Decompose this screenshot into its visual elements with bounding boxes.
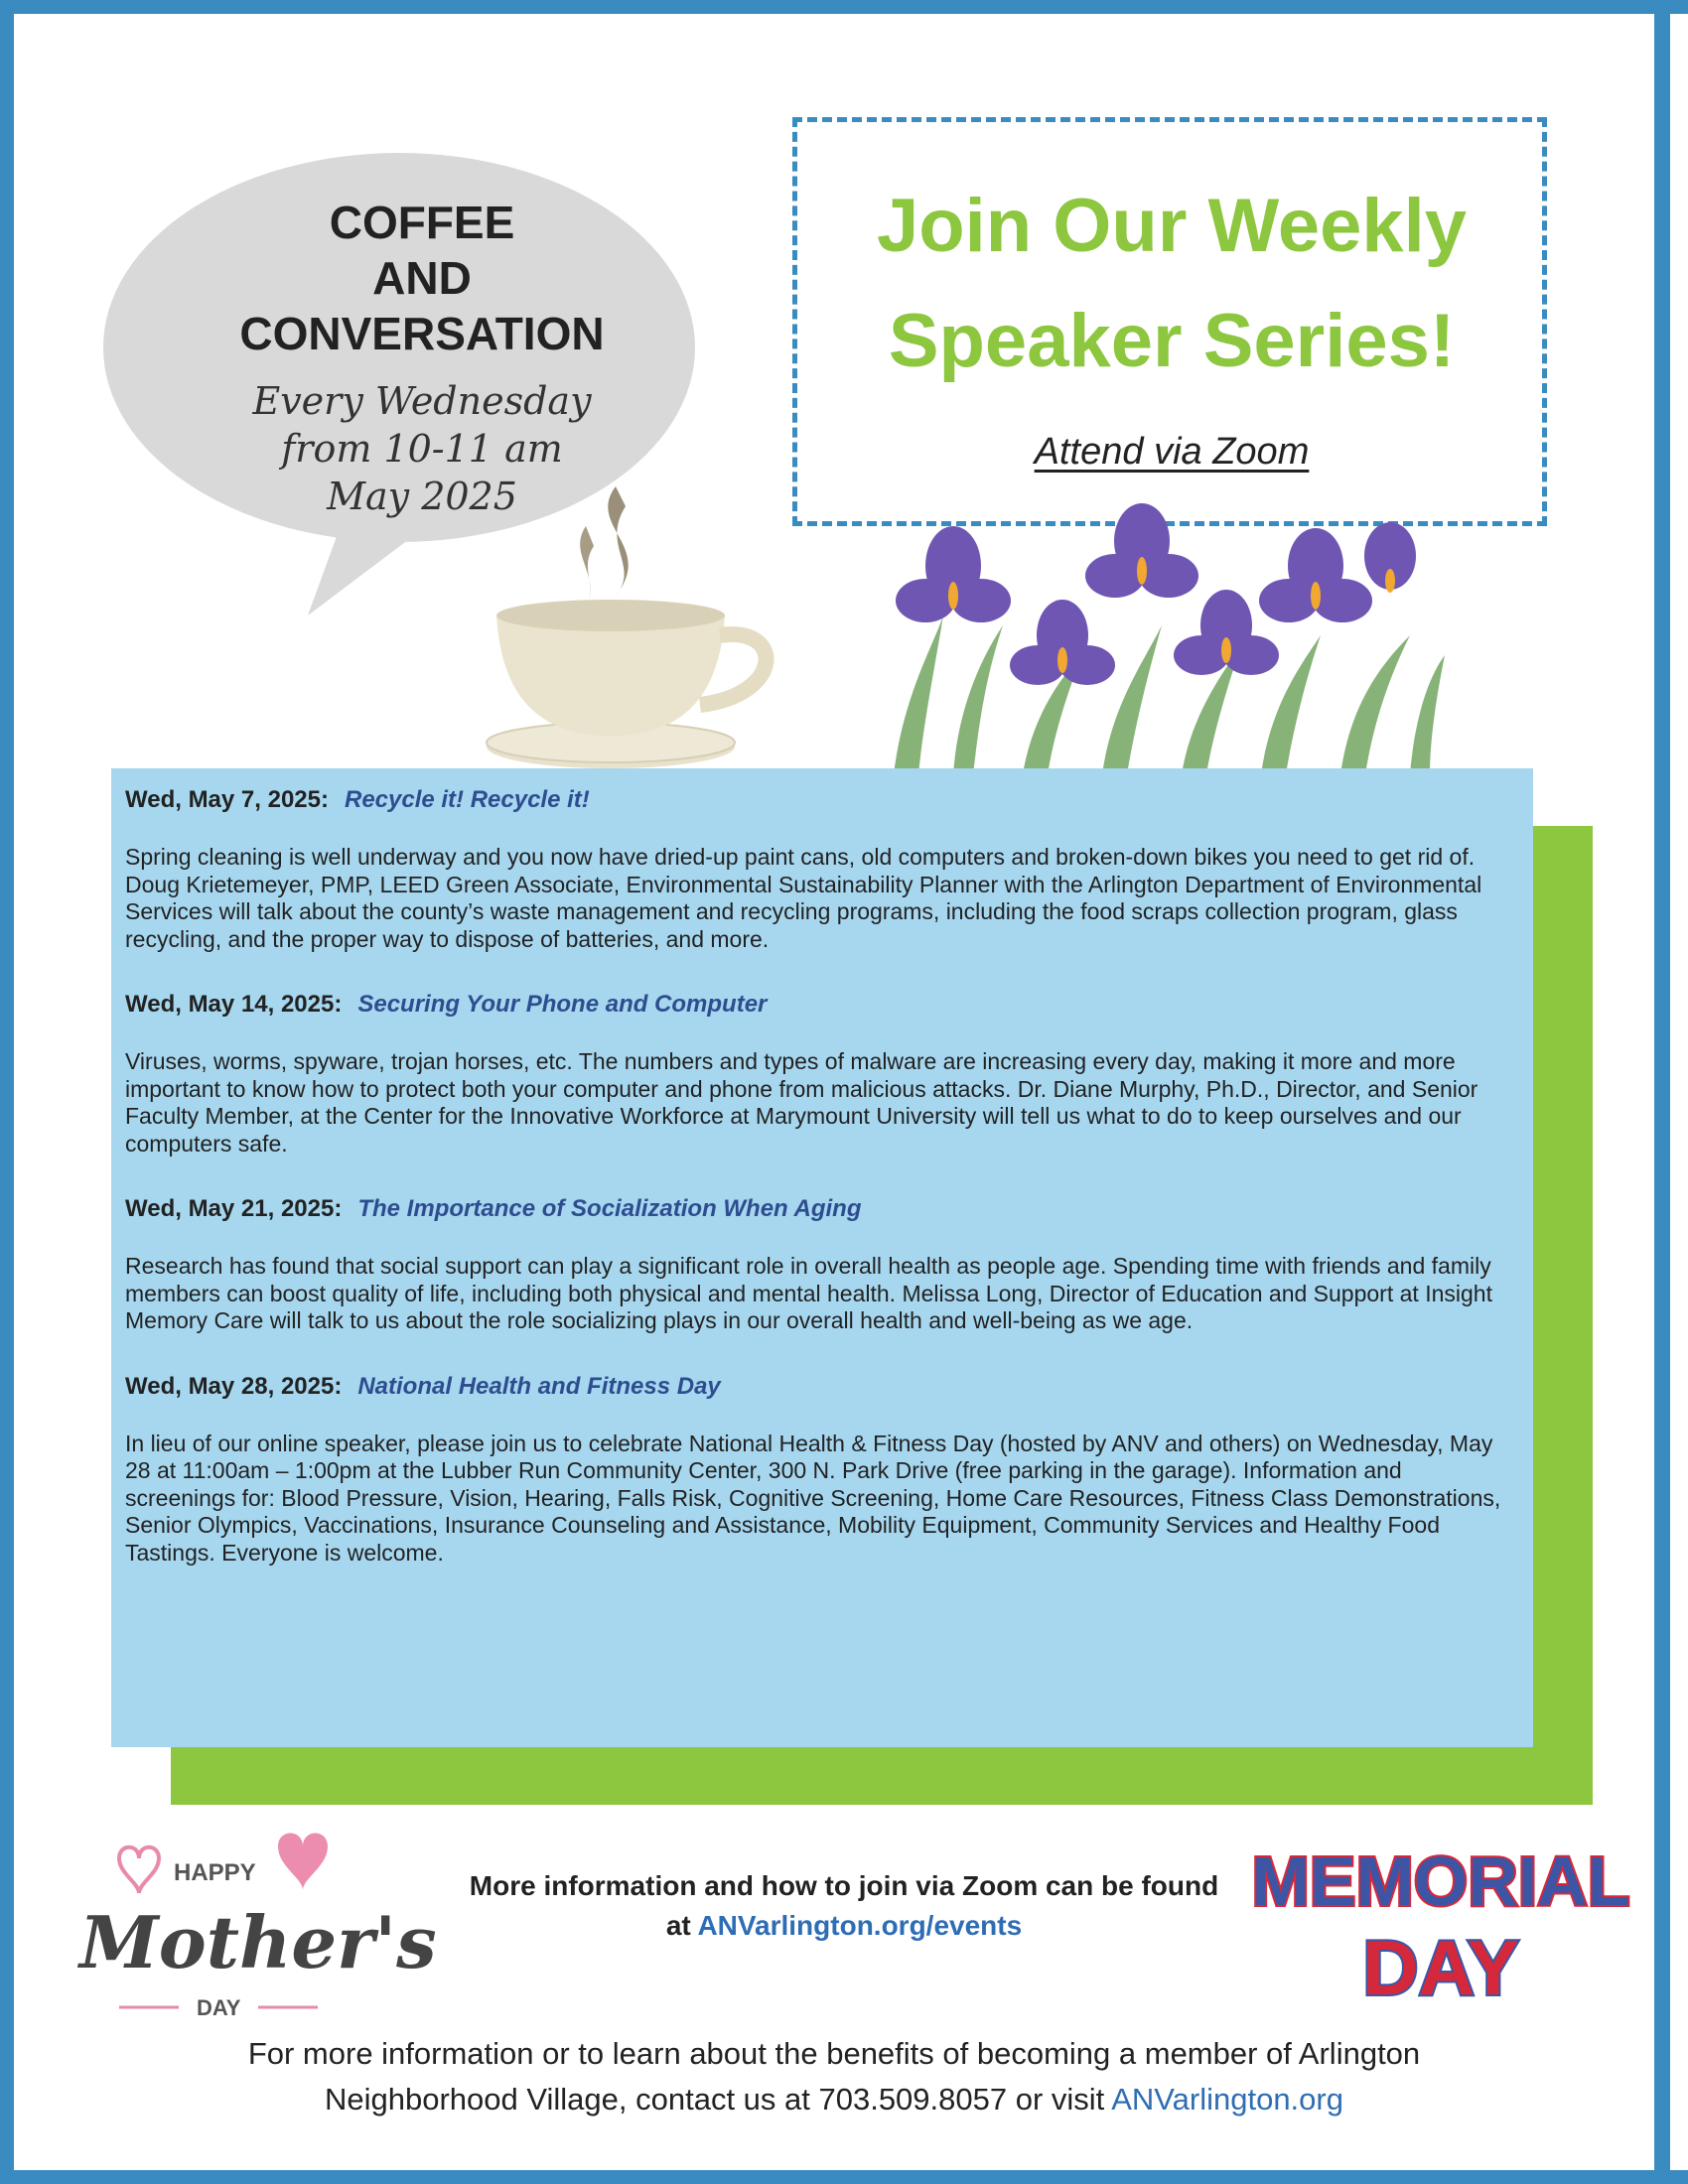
coffee-schedule-line: May 2025 — [327, 475, 517, 518]
mothers-day-logo — [60, 1819, 437, 2027]
event-item — [125, 1369, 1517, 1568]
event-header — [125, 782, 1517, 818]
footer-line: For more information or to learn about the benefits of becoming a member of Arlington — [247, 2036, 1421, 2071]
speaker-series-title-line: Speaker Series! — [888, 299, 1456, 383]
attend-via-zoom-text: Attend via Zoom — [1034, 431, 1310, 473]
footer-contact — [119, 2031, 1549, 2122]
page-border-bottom — [0, 2170, 1688, 2184]
event-item — [125, 987, 1517, 1158]
mothers-day-happy: HAPPY — [174, 1859, 256, 1886]
event-date: Wed, May 21, 2025: — [125, 1195, 343, 1222]
event-description: Research has found that social support can play a significant role in overall health as people age. Spending time with friends and family members can boost quality of life, including both physical and mental health. Melissa Long, Director of Education and Support at Insight Memory Care will talk to us about the role socializing plays in our overall health and well-being as we age. — [125, 1253, 1492, 1333]
event-date: Wed, May 7, 2025: — [125, 786, 329, 813]
event-date: Wed, May 28, 2025: — [125, 1372, 343, 1400]
mothers-day-script: Mother's — [79, 1900, 437, 1984]
footer-contact-text: Neighborhood Village, contact us at 703.509.8057 or visit — [325, 2082, 1112, 2116]
coffee-title-line: COFFEE — [329, 197, 515, 248]
page-border-top — [0, 0, 1688, 14]
page-border-right — [1654, 0, 1670, 2184]
coffee-cup-icon — [467, 467, 784, 774]
event-item — [125, 782, 1517, 953]
event-description: Viruses, worms, spyware, trojan horses, etc. The numbers and types of malware are increasing every day, making it more and more important to know how to protect both your computer and phone from malicious attacks. Dr. Diane Murphy, Ph.D., Director, and Senior Faculty Member, at the Center for the Innovative Workforce at Marymount University will tell us what to do to keep ourselves and our computers safe. — [125, 1048, 1478, 1157]
event-title: The Importance of Socialization When Aging — [357, 1195, 862, 1222]
event-header — [125, 987, 1517, 1023]
website-link[interactable]: ANVarlington.org — [1111, 2082, 1343, 2116]
events-link[interactable]: ANVarlington.org/events — [697, 1910, 1023, 1941]
event-item — [125, 1191, 1517, 1335]
mothers-day-day: DAY — [197, 1995, 241, 2020]
memorial-day-logo — [1251, 1831, 1630, 2011]
attend-via-zoom — [804, 431, 1539, 474]
event-date: Wed, May 14, 2025: — [125, 991, 343, 1018]
coffee-schedule-line: Every Wednesday — [252, 379, 592, 423]
more-info-link-line — [417, 1906, 1271, 1946]
event-title: Recycle it! Recycle it! — [344, 786, 590, 813]
coffee-title-line: AND — [372, 252, 472, 304]
memorial-text: MEMORIAL — [1251, 1843, 1630, 1920]
event-description: Spring cleaning is well underway and you now have dried-up paint cans, old computers and broken-down bikes you need to get rid of. Doug Krietemeyer, PMP, LEED Green Associate, Environmental Sustainability Planner with the Arlington Department of Environmental Services will talk about the county’s waste management and recycling programs, including the food scraps collection program, glass recycling, and the proper way to dispose of batteries, and more. — [125, 844, 1482, 952]
event-header — [125, 1369, 1517, 1405]
event-title: Securing Your Phone and Computer — [357, 991, 768, 1018]
coffee-title — [149, 195, 695, 361]
page-border-left — [0, 0, 14, 2184]
memorial-day-text: DAY — [1362, 1924, 1519, 2011]
events-panel — [111, 768, 1533, 1747]
event-header — [125, 1191, 1517, 1227]
more-info-line: More information and how to join via Zoom can be found — [469, 1870, 1219, 1901]
coffee-schedule-line: from 10-11 am — [281, 427, 563, 471]
more-info-prefix: at — [665, 1910, 698, 1941]
event-title: National Health and Fitness Day — [357, 1372, 721, 1400]
speaker-series-title — [804, 169, 1539, 399]
footer-line — [119, 2077, 1549, 2122]
coffee-title-line: CONVERSATION — [239, 308, 605, 359]
event-description: In lieu of our online speaker, please join us to celebrate National Health & Fitness Day (hosted by ANV and others) on Wednesday, May 28 at 11:00am – 1:00pm at the Lubber Run Community Center, 300 N. Park Drive (free parking in the garage). Information and screenings for: Blood Pressure, Vision, Hearing, Falls Risk, Cognitive Screening, Home Care Resources, Fitness Class Demonstrations, Senior Olympics, Vaccinations, Insurance Counseling and Assistance, Mobility Equipment, Community Services and Healthy Food Tastings. Everyone is welcome. — [125, 1430, 1501, 1566]
speaker-series-title-line: Join Our Weekly — [876, 184, 1468, 268]
more-info-text — [417, 1866, 1271, 1946]
iris-flowers-icon — [874, 506, 1450, 774]
